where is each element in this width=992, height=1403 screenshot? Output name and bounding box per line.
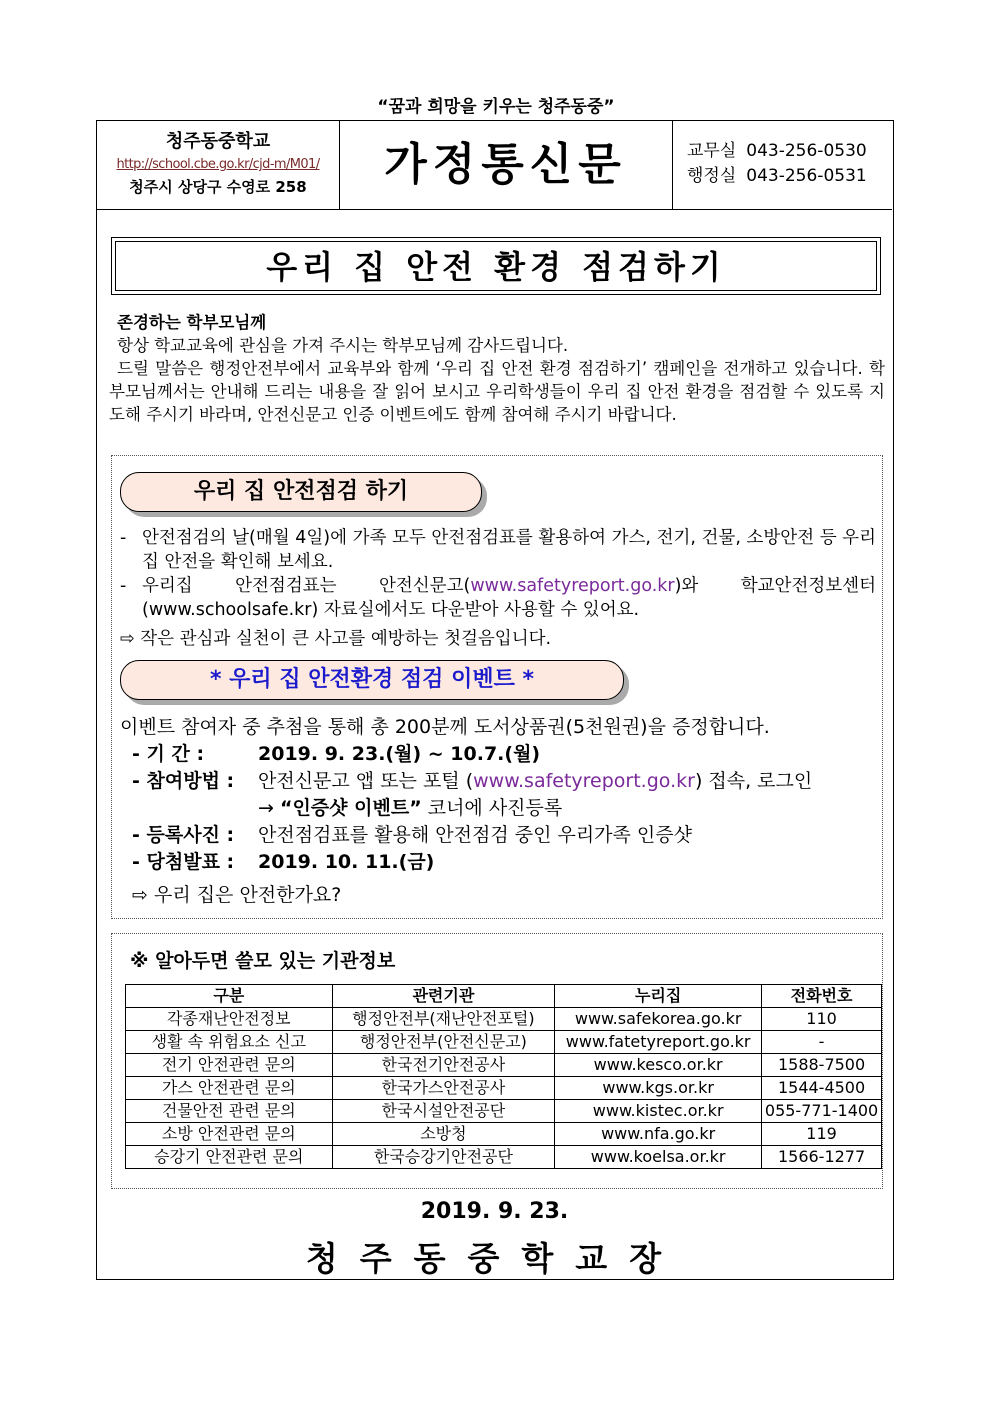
contact-row (687, 139, 867, 164)
table-row (126, 1100, 882, 1123)
table-row (126, 1077, 882, 1100)
event-intro: 이벤트 참여자 중 추첨을 통해 총 200분께 도서상품권(5천원권)을 증정합니다. (120, 716, 770, 738)
safetyreport-link[interactable]: www.safetyreport.go.kr (470, 576, 675, 596)
table-row (126, 1146, 882, 1169)
safety-note: ⇨ 작은 관심과 실천이 큰 사고를 예방하는 첫걸음입니다. (120, 629, 552, 649)
table-cell: www.fatetyreport.go.kr (555, 1031, 762, 1054)
event-method-row (120, 768, 876, 822)
method-label: - 참여방법 : (132, 770, 235, 792)
section-heading-event: * 우리 집 안전환경 점검 이벤트 * (120, 660, 624, 700)
intro-paragraph-2: 드릴 말씀은 행정안전부에서 교육부와 함께 ‘우리 집 안전 환경 점검하기’ 캠페인을 전개하고 있습니다. 학부모님께서는 안내해 드리는 내용을 잘 읽어 보시고 우리학생들이 우리 집 안전 환경을 점검할 수 있도록 지도해 주시기 바라며, 안전신문고 인증 이벤트에도 함께 참여해 주시기 바랍니다. (109, 359, 885, 424)
table-row (126, 1123, 882, 1146)
contact-number: 043-256-0531 (746, 166, 867, 186)
intro-letter (109, 311, 885, 426)
table-cell: 소방 안전관련 문의 (126, 1123, 333, 1146)
event-details (120, 714, 876, 909)
table-cell: 1566-1277 (762, 1146, 882, 1169)
agency-info-title: ※ 알아두면 쓸모 있는 기관정보 (130, 950, 396, 972)
table-cell: 055-771-1400 (762, 1100, 882, 1123)
table-cell: 승강기 안전관련 문의 (126, 1146, 333, 1169)
table-cell: 생활 속 위험요소 신고 (126, 1031, 333, 1054)
column-header: 구분 (126, 985, 333, 1008)
method-text: 코너에 사진등록 (421, 797, 563, 819)
table-cell: 전기 안전관련 문의 (126, 1054, 333, 1077)
photo-label: - 등록사진 : (132, 824, 235, 846)
principal-signature: 청주동중학교장 (305, 1239, 684, 1278)
doc-title-box (111, 237, 881, 295)
issue-date: 2019. 9. 23. (420, 1199, 569, 1224)
table-cell: 소방청 (332, 1123, 555, 1146)
table-cell: 한국전기안전공사 (332, 1054, 555, 1077)
table-cell: 1544-4500 (762, 1077, 882, 1100)
column-header: 관련기관 (332, 985, 555, 1008)
contact-label: 행정실 (687, 166, 737, 186)
method-arrow: → (258, 797, 280, 819)
table-cell: www.kesco.or.kr (555, 1054, 762, 1077)
announce-label: - 당첨발표 : (132, 851, 235, 873)
school-info (97, 121, 340, 209)
table-cell: www.koelsa.or.kr (555, 1146, 762, 1169)
bullet-text: 우리집 안전점검표는 안전신문고( (142, 576, 471, 596)
event-announce-row (120, 849, 876, 876)
contact-info (687, 139, 867, 189)
school-address: 청주시 상당구 수영로 258 (129, 178, 307, 196)
announce-value: 2019. 10. 11.(금) (258, 851, 435, 873)
photo-value: 안전점검표를 활용해 안전점검 중인 우리가족 인증샷 (258, 824, 692, 846)
table-cell: www.kgs.or.kr (555, 1077, 762, 1100)
table-row (126, 1008, 882, 1031)
list-item (120, 574, 876, 622)
agency-info-section (111, 933, 883, 1189)
table-cell: 한국가스안전공사 (332, 1077, 555, 1100)
event-closing: ⇨ 우리 집은 안전한가요? (132, 884, 342, 906)
table-row (126, 1054, 882, 1077)
table-cell: 가스 안전관련 문의 (126, 1077, 333, 1100)
contact-row (687, 164, 867, 189)
school-url-link[interactable]: http://school.cbe.go.kr/cjd-m/M01/ (116, 157, 320, 172)
column-header: 전화번호 (762, 985, 882, 1008)
header (97, 121, 892, 210)
newsletter-frame (96, 120, 894, 1280)
table-cell: www.safekorea.go.kr (555, 1008, 762, 1031)
contact-label: 교무실 (687, 141, 737, 161)
section-heading-safety-check: 우리 집 안전점검 하기 (120, 472, 482, 512)
column-header: 누리집 (555, 985, 762, 1008)
safety-check-body (120, 526, 876, 651)
motto: “꿈과 희망을 키우는 청주동중” (377, 97, 615, 117)
table-cell: 한국시설안전공단 (332, 1100, 555, 1123)
method-text: ) 접속, 로그인 (694, 770, 813, 792)
table-cell: www.kistec.or.kr (555, 1100, 762, 1123)
table-cell: 한국승강기안전공단 (332, 1146, 555, 1169)
greeting: 존경하는 학부모님께 (117, 313, 267, 332)
table-cell: www.nfa.go.kr (555, 1123, 762, 1146)
school-name: 청주동중학교 (165, 131, 271, 152)
safety-check-section (111, 455, 883, 919)
event-period-row (120, 741, 876, 768)
table-cell: 행정안전부(안전신문고) (332, 1031, 555, 1054)
table-cell: 행정안전부(재난안전포털) (332, 1008, 555, 1031)
list-item: - 안전점검의 날(매월 4일)에 가족 모두 안전점검표를 활용하여 가스, 전기, 건물, 소방안전 등 우리 집 안전을 확인해 보세요. (120, 526, 876, 574)
method-text: 안전신문고 앱 또는 포털 ( (258, 770, 474, 792)
table-cell: 각종재난안전정보 (126, 1008, 333, 1031)
contact-number: 043-256-0530 (746, 141, 867, 161)
method-corner-name: “인증샷 이벤트” (279, 797, 422, 819)
doc-title: 우리 집 안전 환경 점검하기 (115, 241, 877, 291)
intro-paragraph-1: 항상 학교교육에 관심을 가져 주시는 학부모님께 감사드립니다. (117, 336, 569, 355)
table-cell: 건물안전 관련 문의 (126, 1100, 333, 1123)
agency-table (125, 984, 882, 1169)
table-cell: 110 (762, 1008, 882, 1031)
table-cell: 1588-7500 (762, 1054, 882, 1077)
event-photo-row (120, 822, 876, 849)
table-row (126, 1031, 882, 1054)
table-cell: - (762, 1031, 882, 1054)
bullet-text: )와 학교안전정보센터(www.schoolsafe.kr) 자료실에서도 다운받아 사용할 수 있어요. (142, 576, 876, 620)
safetyreport-link[interactable]: www.safetyreport.go.kr (473, 770, 695, 792)
table-header-row (126, 985, 882, 1008)
newsletter-title: 가정통신문 (339, 121, 673, 209)
table-cell: 119 (762, 1123, 882, 1146)
period-label: - 기 간 : (132, 743, 205, 765)
period-value: 2019. 9. 23.(월) ~ 10.7.(월) (258, 743, 541, 765)
